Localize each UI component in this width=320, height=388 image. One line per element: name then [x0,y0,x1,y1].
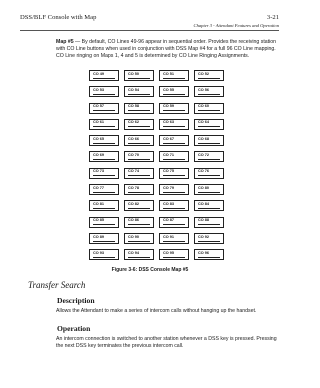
dss-key-underline [128,208,150,209]
console-row [89,217,230,228]
dss-key [124,233,154,244]
dss-key-label: CO 55 [163,87,174,92]
dss-key [194,151,224,162]
dss-key-underline [198,224,220,225]
dss-key-underline [163,94,185,95]
dss-key-underline [93,257,115,258]
dss-key-label: CO 76 [198,169,209,174]
dss-key-underline [163,192,185,193]
dss-key-underline [163,126,185,127]
dss-key-label: CO 59 [163,104,174,109]
dss-key [124,119,154,130]
console-row [89,233,230,244]
dss-key-underline [93,110,115,111]
dss-key [159,249,189,260]
dss-key-label: CO 74 [128,169,139,174]
console-row [89,168,230,179]
dss-key-underline [198,159,220,160]
dss-key [194,217,224,228]
dss-key [159,119,189,130]
dss-key-underline [93,175,115,176]
dss-key-label: CO 65 [93,136,104,141]
dss-key-underline [198,126,220,127]
dss-key [89,103,119,114]
dss-key [124,70,154,81]
dss-key-label: CO 62 [128,120,139,125]
dss-key [124,168,154,179]
dss-key-underline [163,143,185,144]
dss-key-label: CO 70 [128,153,139,158]
dss-key-label: CO 96 [198,250,209,255]
dss-key-underline [128,94,150,95]
dss-key [194,103,224,114]
dss-key-label: CO 64 [198,120,209,125]
dss-key [159,103,189,114]
dss-key-underline [128,78,150,79]
dss-key [89,249,119,260]
dss-key-underline [93,224,115,225]
dss-key-underline [198,143,220,144]
dss-key-label: CO 49 [93,71,104,76]
map-description-text: — By default, CO Lines 49-96 appear in sequential order. Provides the receiving station with CO Line buttons when used in conjunction with DSS Map #4 for a full 96 CO Line mapping. CO Line ringing on Maps 1, 4 and 5 is determined by CO Line Ringing Assignments. [56,39,277,60]
dss-key-label: CO 60 [198,104,209,109]
dss-key [89,70,119,81]
dss-key-label: CO 67 [163,136,174,141]
dss-key [159,70,189,81]
dss-key-underline [163,241,185,242]
page-number: 3-21 [266,14,279,21]
dss-key-underline [128,159,150,160]
dss-key-label: CO 72 [198,153,209,158]
dss-key-label: CO 50 [128,71,139,76]
dss-key-underline [128,192,150,193]
dss-key [159,135,189,146]
dss-key [89,200,119,211]
dss-key [124,135,154,146]
dss-key-underline [93,241,115,242]
dss-key-underline [128,241,150,242]
dss-key-underline [128,110,150,111]
dss-key-label: CO 57 [93,104,104,109]
dss-key-label: CO 54 [128,87,139,92]
dss-key-underline [163,110,185,111]
dss-key-label: CO 81 [93,201,104,206]
dss-key-underline [93,126,115,127]
dss-key-label: CO 92 [198,234,209,239]
dss-key [194,119,224,130]
dss-key-label: CO 53 [93,87,104,92]
dss-key-underline [128,257,150,258]
dss-key [89,217,119,228]
console-row [89,103,230,114]
dss-key [159,151,189,162]
dss-console-map [89,70,230,266]
dss-key-underline [198,78,220,79]
dss-key [124,217,154,228]
dss-key-label: CO 85 [93,218,104,223]
dss-key-underline [198,175,220,176]
dss-key [194,233,224,244]
dss-key [89,135,119,146]
dss-key [194,135,224,146]
dss-key-label: CO 88 [198,218,209,223]
dss-key-label: CO 66 [128,136,139,141]
dss-key-underline [128,224,150,225]
dss-key [194,168,224,179]
figure-caption: Figure 3-6: DSS Console Map #5 [111,267,189,273]
operation-text: An intercom connection is switched to another station whenever a DSS key is pressed. Pressing the next DSS key terminates the previous intercom call. [56,336,277,350]
dss-key [159,217,189,228]
dss-key-label: CO 52 [198,71,209,76]
console-row [89,151,230,162]
dss-key-underline [128,175,150,176]
dss-key-underline [198,94,220,95]
dss-key [124,249,154,260]
dss-key [124,200,154,211]
dss-key-label: CO 84 [198,201,209,206]
dss-key-label: CO 80 [198,185,209,190]
dss-key [89,151,119,162]
dss-key-label: CO 68 [198,136,209,141]
dss-key [89,86,119,97]
dss-key [194,249,224,260]
dss-key-underline [163,208,185,209]
console-row [89,184,230,195]
dss-key-label: CO 93 [93,250,104,255]
dss-key-underline [163,175,185,176]
console-row [89,86,230,97]
dss-key [159,168,189,179]
running-header-title: DSS/BLF Console with Map [20,14,97,21]
dss-key-underline [198,241,220,242]
dss-key [159,184,189,195]
map-label: Map #5 [56,39,74,45]
dss-key-label: CO 89 [93,234,104,239]
dss-key [194,86,224,97]
dss-key-underline [93,143,115,144]
console-row [89,200,230,211]
dss-key [124,103,154,114]
dss-key-label: CO 56 [198,87,209,92]
dss-key-label: CO 83 [163,201,174,206]
dss-key-underline [198,192,220,193]
dss-key-label: CO 90 [128,234,139,239]
dss-key [124,86,154,97]
dss-key-label: CO 51 [163,71,174,76]
dss-key-underline [93,208,115,209]
dss-key-underline [163,78,185,79]
console-row [89,70,230,81]
dss-key [194,200,224,211]
dss-key-underline [163,257,185,258]
dss-key [89,233,119,244]
dss-key [89,119,119,130]
dss-key-label: CO 82 [128,201,139,206]
console-row [89,249,230,260]
dss-key-underline [93,159,115,160]
dss-key-label: CO 94 [128,250,139,255]
dss-key [89,184,119,195]
dss-key-label: CO 71 [163,153,174,158]
map-description [56,39,278,60]
dss-key-underline [163,159,185,160]
dss-key-underline [198,208,220,209]
dss-key [124,151,154,162]
dss-key [159,200,189,211]
dss-key-label: CO 78 [128,185,139,190]
dss-key-label: CO 91 [163,234,174,239]
operation-heading: Operation [57,324,91,333]
dss-key [159,233,189,244]
dss-key-label: CO 58 [128,104,139,109]
dss-key-label: CO 79 [163,185,174,190]
console-row [89,135,230,146]
dss-key-underline [198,257,220,258]
dss-key [89,168,119,179]
header-rule [20,30,279,31]
dss-key-label: CO 63 [163,120,174,125]
dss-key-label: CO 77 [93,185,104,190]
chapter-subtitle: Chapter 3 - Attendant Features and Operation [193,23,279,28]
dss-key-label: CO 95 [163,250,174,255]
dss-key-underline [128,126,150,127]
dss-key-label: CO 69 [93,153,104,158]
dss-key-underline [93,78,115,79]
description-text: Allows the Attendant to make a series of intercom calls without hanging up the handset. [56,308,257,314]
dss-key-underline [93,94,115,95]
dss-key-underline [93,192,115,193]
dss-key [194,184,224,195]
description-heading: Description [57,296,95,305]
dss-key-label: CO 75 [163,169,174,174]
dss-key [159,86,189,97]
console-row [89,119,230,130]
dss-key-underline [163,224,185,225]
dss-key [124,184,154,195]
dss-key-label: CO 73 [93,169,104,174]
dss-key [194,70,224,81]
dss-key-label: CO 61 [93,120,104,125]
dss-key-underline [128,143,150,144]
dss-key-underline [198,110,220,111]
dss-key-label: CO 86 [128,218,139,223]
section-title: Transfer Search [28,280,86,290]
dss-key-label: CO 87 [163,218,174,223]
